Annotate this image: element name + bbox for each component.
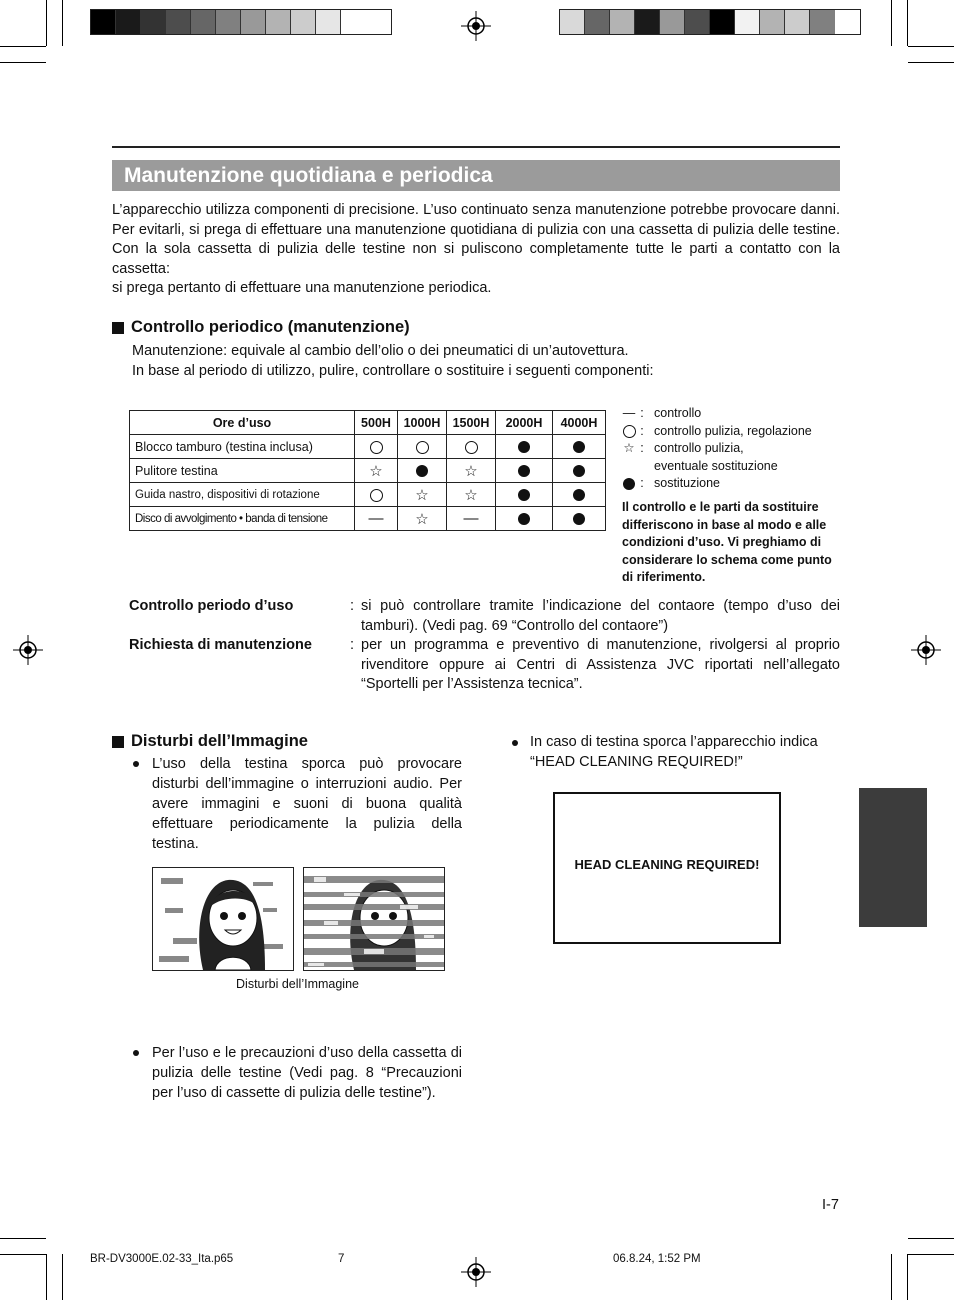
color-swatch [710, 10, 735, 34]
legend-text: eventuale sostituzione [654, 458, 778, 473]
filled-dot-icon [573, 489, 585, 501]
color-swatch [735, 10, 760, 34]
mark-cell [553, 459, 606, 483]
dash-icon: — [622, 406, 636, 420]
mark-cell [355, 459, 398, 483]
bullet-icon [133, 761, 139, 767]
color-swatch [291, 10, 316, 34]
definition-colon: : [350, 598, 355, 614]
color-bar-right [559, 9, 861, 35]
mark-cell [398, 435, 447, 459]
mark-cell [553, 483, 606, 507]
registration-mark-icon [13, 635, 43, 665]
crop-mark [46, 1254, 47, 1300]
color-swatch [241, 10, 266, 34]
legend-text: controllo [654, 406, 702, 420]
table-row [130, 435, 606, 459]
mark-cell [447, 459, 496, 483]
color-swatch [635, 10, 660, 34]
woman-face-illustration [153, 868, 293, 970]
table-header-row [130, 411, 606, 435]
definition-label: Controllo periodo d’uso [129, 598, 294, 614]
legend-item [622, 405, 812, 423]
hours-header: 2000H [496, 411, 553, 435]
image-caption: Disturbi dell’Immagine [236, 977, 359, 991]
crop-mark [891, 1254, 892, 1300]
legend-text: controllo pulizia, [654, 441, 744, 456]
definition-text: si può controllare tramite l’indicazione del contaore (tempo d’uso dei tamburi). (Vedi pag. 69 “Controllo del contaore”) [361, 598, 840, 634]
component-name: Pulitore testina [130, 459, 355, 483]
intro-paragraph [112, 201, 840, 299]
title-rule [112, 146, 840, 148]
screen-display [553, 792, 781, 944]
color-swatch [141, 10, 166, 34]
mark-cell [398, 507, 447, 531]
legend-sep: : [640, 406, 644, 420]
color-swatch [316, 10, 341, 34]
table-row [130, 459, 606, 483]
component-name: Guida nastro, dispositivi di rotazione [130, 483, 355, 507]
crop-mark [907, 0, 908, 46]
hours-header: 1000H [398, 411, 447, 435]
star-icon: ☆ [415, 486, 429, 504]
star-icon: ☆ [464, 462, 478, 480]
color-swatch [341, 10, 366, 34]
dash-icon: — [368, 510, 384, 527]
crop-mark [0, 1254, 46, 1255]
component-name: Blocco tamburo (testina inclusa) [130, 435, 355, 459]
section-heading-text: Controllo periodico (manutenzione) [131, 318, 410, 336]
crop-mark [908, 1254, 954, 1255]
mark-cell [496, 435, 553, 459]
component-name: Disco di avvolgimento • banda di tensione [130, 507, 355, 531]
legend-sep: : [640, 441, 644, 456]
color-swatch [191, 10, 216, 34]
circle-icon [416, 441, 429, 454]
legend-text: sostituzione [654, 476, 721, 491]
hours-header: 500H [355, 411, 398, 435]
title-bar [112, 160, 840, 191]
intro-text: si prega pertanto di effettuare una manutenzione periodica. [112, 280, 492, 297]
color-swatch [560, 10, 585, 34]
color-swatch [810, 10, 835, 34]
mark-cell [355, 483, 398, 507]
section-heading-text: Disturbi dell’Immagine [131, 732, 308, 750]
table-legend [622, 405, 812, 493]
color-swatch [116, 10, 141, 34]
filled-dot-icon [573, 465, 585, 477]
legend-sep: : [640, 423, 644, 438]
star-icon: ☆ [369, 462, 383, 480]
bullet-icon [133, 1050, 139, 1056]
screen-message: HEAD CLEANING REQUIRED! [574, 857, 760, 872]
color-swatch [585, 10, 610, 34]
filled-dot-icon [573, 441, 585, 453]
circle-icon [370, 489, 383, 502]
filled-dot-icon [518, 465, 530, 477]
mark-cell [447, 507, 496, 531]
legend-item [622, 458, 812, 476]
crop-mark [908, 1238, 954, 1239]
hours-label: Ore d’uso [130, 411, 355, 435]
color-swatch [91, 10, 116, 34]
definition-label: Richiesta di manutenzione [129, 637, 312, 653]
bullet-text: In caso di testina sporca l’apparecchio indica “HEAD CLEANING REQUIRED!” [530, 734, 818, 770]
crop-mark [908, 46, 954, 47]
filled-dot-icon [518, 513, 530, 525]
color-bar-left [90, 9, 392, 35]
crop-mark [908, 62, 954, 63]
mark-cell [496, 459, 553, 483]
color-swatch [216, 10, 241, 34]
mark-cell [553, 507, 606, 531]
bullet-text: L’uso della testina sporca può provocare disturbi dell’immagine o interruzioni audio. Per avere immagini e suoni di buona qualità effettuare periodicamente la pulizia della testina. [152, 756, 462, 852]
crop-mark [0, 62, 46, 63]
mark-cell [447, 435, 496, 459]
color-swatch [610, 10, 635, 34]
registration-mark-icon [911, 635, 941, 665]
legend-item [622, 440, 812, 458]
hours-header: 4000H [553, 411, 606, 435]
legend-item [622, 475, 812, 493]
mark-cell [496, 507, 553, 531]
section-heading [112, 318, 410, 337]
legend-text: controllo pulizia, regolazione [654, 423, 812, 438]
table-row [130, 483, 606, 507]
legend-sep: : [640, 476, 644, 491]
filled-dot-icon [518, 441, 530, 453]
intro-text: L’apparecchio utilizza componenti di precisione. L’uso continuato senza manutenzione potrebbe provocare danni. Per evitarli, si prega di effettuare una manutenzione quotidiana di pulizia con una cassetta di pulizia delle testine. Con la sola cassetta di pulizia delle testine non si puliscono completamente tutte le parti a contatto con la cassetta: [112, 202, 840, 277]
mark-cell [496, 483, 553, 507]
mark-cell [398, 483, 447, 507]
star-icon: ☆ [415, 510, 429, 528]
crop-mark [891, 0, 892, 46]
table-note: Il controllo e le parti da sostituire differiscono in base al modo e alle condizioni d’uso. Vi preghiamo di considerare lo schema come punto di riferimento. [622, 500, 832, 585]
mark-cell [553, 435, 606, 459]
noisy-face-illustration [304, 868, 444, 970]
definition-colon: : [350, 637, 355, 653]
footer-file: BR-DV3000E.02-33_Ita.p65 [90, 1253, 234, 1265]
color-swatch [266, 10, 291, 34]
square-bullet-icon [112, 322, 124, 334]
crop-mark [0, 1238, 46, 1239]
side-tab [859, 788, 927, 927]
footer-page: 7 [338, 1253, 345, 1265]
filled-dot-icon [518, 489, 530, 501]
bullet-text: Per l’uso e le precauzioni d’uso della cassetta di pulizia delle testine (Vedi pag. 8 “Precauzioni per l’uso di cassette di pulizia delle testine”). [152, 1045, 462, 1101]
mark-cell [355, 507, 398, 531]
circle-icon [370, 441, 383, 454]
color-swatch [660, 10, 685, 34]
mark-cell [447, 483, 496, 507]
crop-mark [907, 1254, 908, 1300]
dash-icon: — [463, 510, 479, 527]
hours-header: 1500H [447, 411, 496, 435]
filled-dot-icon [622, 475, 636, 493]
color-swatch [785, 10, 810, 34]
registration-mark-icon [461, 11, 491, 41]
noisy-image [303, 867, 445, 971]
circle-icon [622, 423, 636, 441]
color-swatch [685, 10, 710, 34]
crop-mark [62, 0, 63, 46]
square-bullet-icon [112, 736, 124, 748]
clean-image [152, 867, 294, 971]
footer-date: 06.8.24, 1:52 PM [613, 1253, 701, 1265]
filled-dot-icon [416, 465, 428, 477]
star-icon: ☆ [464, 486, 478, 504]
maintenance-table [129, 410, 606, 531]
mark-cell [355, 435, 398, 459]
bullet-icon [512, 740, 518, 746]
crop-mark [62, 1254, 63, 1300]
section-text [132, 342, 842, 381]
page-title: Manutenzione quotidiana e periodica [124, 164, 493, 187]
registration-mark-icon [461, 1257, 491, 1287]
page-number: I-7 [822, 1197, 839, 1213]
section-line: Manutenzione: equivale al cambio dell’olio o dei pneumatici di un’autovettura. [132, 343, 629, 359]
circle-icon [465, 441, 478, 454]
legend-item [622, 423, 812, 441]
color-swatch [760, 10, 785, 34]
color-swatch [166, 10, 191, 34]
filled-dot-icon [573, 513, 585, 525]
table-row [130, 507, 606, 531]
definition-text: per un programma e preventivo di manutenzione, rivolgersi al proprio rivenditore oppure ai Centri di Assistenza JVC riportati nell’allegato “Sportelli per l’Assistenza tecnica”. [361, 637, 840, 693]
section-line: In base al periodo di utilizzo, pulire, controllare o sostituire i seguenti componenti: [132, 362, 654, 379]
section-heading [112, 732, 308, 751]
crop-mark [46, 0, 47, 46]
mark-cell [398, 459, 447, 483]
star-icon: ☆ [623, 441, 635, 456]
crop-mark [0, 46, 46, 47]
